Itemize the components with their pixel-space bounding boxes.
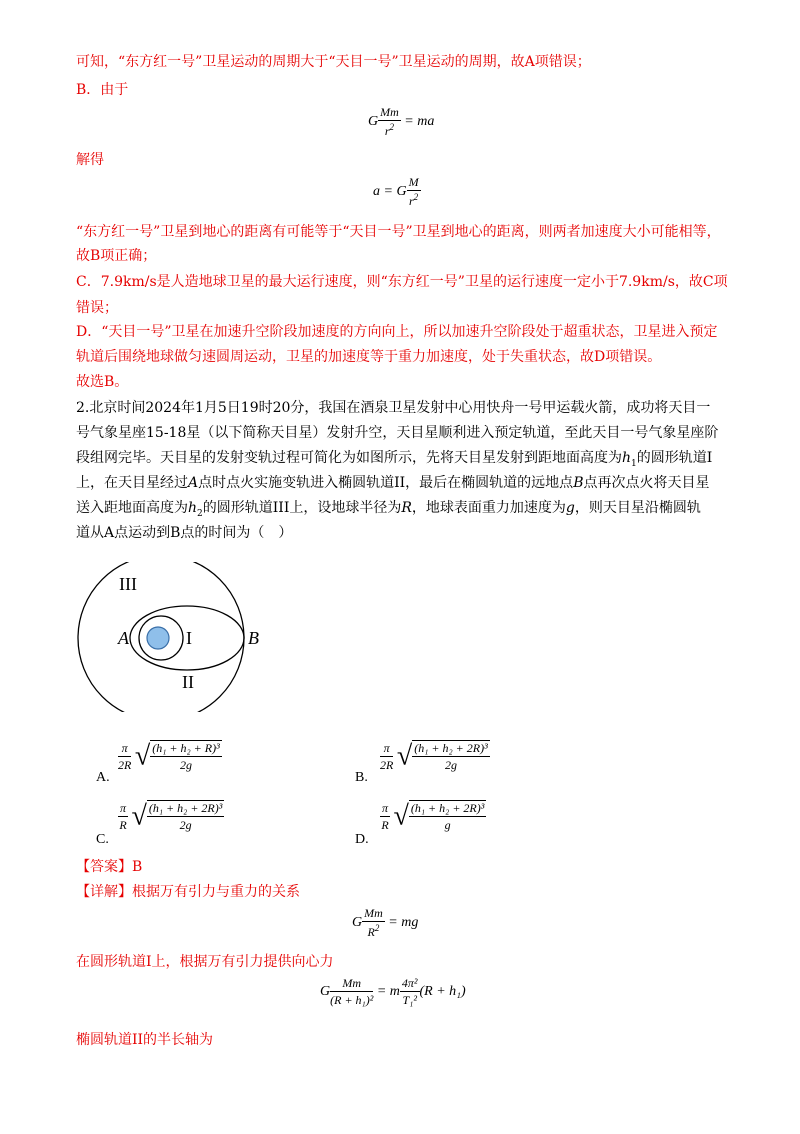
option-D-formula[interactable]: $\frac{\pi}{R}$ √ $\frac{\text{(h₁ + h₂ + 2R)³}}{g}$ bbox=[381, 800, 485, 832]
label-III: III bbox=[119, 574, 137, 594]
option-A-formula[interactable]: $\frac{\pi}{2R}$ √ $\frac{\text{(h₁ + h₂ + R)³}}{2g}$ bbox=[118, 740, 220, 772]
question-line-3: 段组网完毕。天目星的发射变轨过程可简化为如图所示，先将天目星发射到距地面高度为$h_1$的圆形轨道I bbox=[76, 450, 713, 469]
solution-line-3: 解得 bbox=[76, 152, 104, 168]
question-line-2: 号气象星座15-18星（以下简称天目星）发射升空，天目星顺利进入预定轨道，至此天目一号气象星座阶 bbox=[76, 425, 719, 441]
answer-line: 【答案】B bbox=[76, 859, 143, 875]
label-II: II bbox=[182, 672, 194, 692]
earth-icon bbox=[147, 627, 169, 649]
solution-line-2: B．由于 bbox=[76, 82, 129, 98]
option-B-label[interactable]: B. bbox=[355, 770, 368, 785]
option-D-label[interactable]: D. bbox=[355, 832, 369, 847]
solution-line-4: “东方红一号”卫星到地心的距离有可能等于“天目一号”卫星到地心的距离，则两者加速度大小可能相等， bbox=[76, 224, 721, 240]
detail-line: 【详解】根据万有引力与重力的关系 bbox=[76, 884, 300, 900]
circular-orbit-line: 在圆形轨道I上，根据万有引力提供向心力 bbox=[76, 954, 334, 970]
label-I: I bbox=[186, 628, 192, 648]
label-B: B bbox=[248, 628, 259, 648]
solution-line-8: D．“天目一号”卫星在加速升空阶段加速度的方向向上，所以加速升空阶段处于超重状态，卫星进入预定 bbox=[76, 324, 718, 340]
option-A-label[interactable]: A. bbox=[96, 770, 110, 785]
option-C-formula[interactable]: $\frac{\pi}{R}$ √ $\frac{\text{(h₁ + h₂ + 2R)³}}{2g}$ bbox=[119, 800, 223, 832]
question-line-4: 上，在天目星经过A点时点火实施变轨进入椭圆轨道II，最后在椭圆轨道的远地点B点再次点火将天目星 bbox=[76, 475, 710, 491]
question-line-1: 2.北京时间2024年1月5日19时20分，我国在酒泉卫星发射中心用快舟一号甲运载火箭，成功将天目一 bbox=[76, 400, 711, 416]
equation-centripetal: G $\frac{Mm}{\text{(R + h₁)²}}$ = m $\frac{\text{4π²}}{\text{T₁²}}$ (R + h₁) bbox=[320, 976, 466, 1007]
question-line-6: 道从A点运动到B点的时间为（ ） bbox=[76, 525, 293, 541]
ellipse-axis-line: 椭圆轨道II的半长轴为 bbox=[76, 1032, 214, 1048]
option-B-formula[interactable]: $\frac{\pi}{2R}$ √ $\frac{\text{(h₁ + h₂ + 2R)³}}{2g}$ bbox=[380, 740, 488, 772]
orbit-diagram bbox=[74, 562, 274, 712]
question-line-5: 送入距地面高度为$h_2$的圆形轨道III上，设地球半径为R，地球表面重力加速度为g，则天目星沿椭圆轨 bbox=[76, 500, 701, 519]
solution-line-5: 故B项正确； bbox=[76, 248, 157, 264]
equation-acceleration: a = G $\frac{M}{r^2}$ bbox=[373, 175, 419, 208]
equation-gravity-ma: G $\frac{Mm}{r^2}$ = ma bbox=[368, 105, 435, 138]
label-A: A bbox=[118, 628, 129, 648]
solution-line-10: 故选B。 bbox=[76, 374, 129, 390]
equation-gravity-mg: G $\frac{Mm}{R^2}$ = mg bbox=[352, 906, 419, 939]
solution-line-9: 轨道后围绕地球做匀速圆周运动，卫星的加速度等于重力加速度，处于失重状态，故D项错误。 bbox=[76, 349, 662, 365]
solution-line-1: 可知，“东方红一号”卫星运动的周期大于“天目一号”卫星运动的周期，故A项错误； bbox=[76, 54, 591, 70]
option-C-label[interactable]: C. bbox=[96, 832, 109, 847]
solution-line-7: 错误； bbox=[76, 300, 118, 316]
solution-line-6: C．7.9km/s是人造地球卫星的最大运行速度，则“东方红一号”卫星的运行速度一定小于7.9km/s，故C项 bbox=[76, 274, 728, 290]
